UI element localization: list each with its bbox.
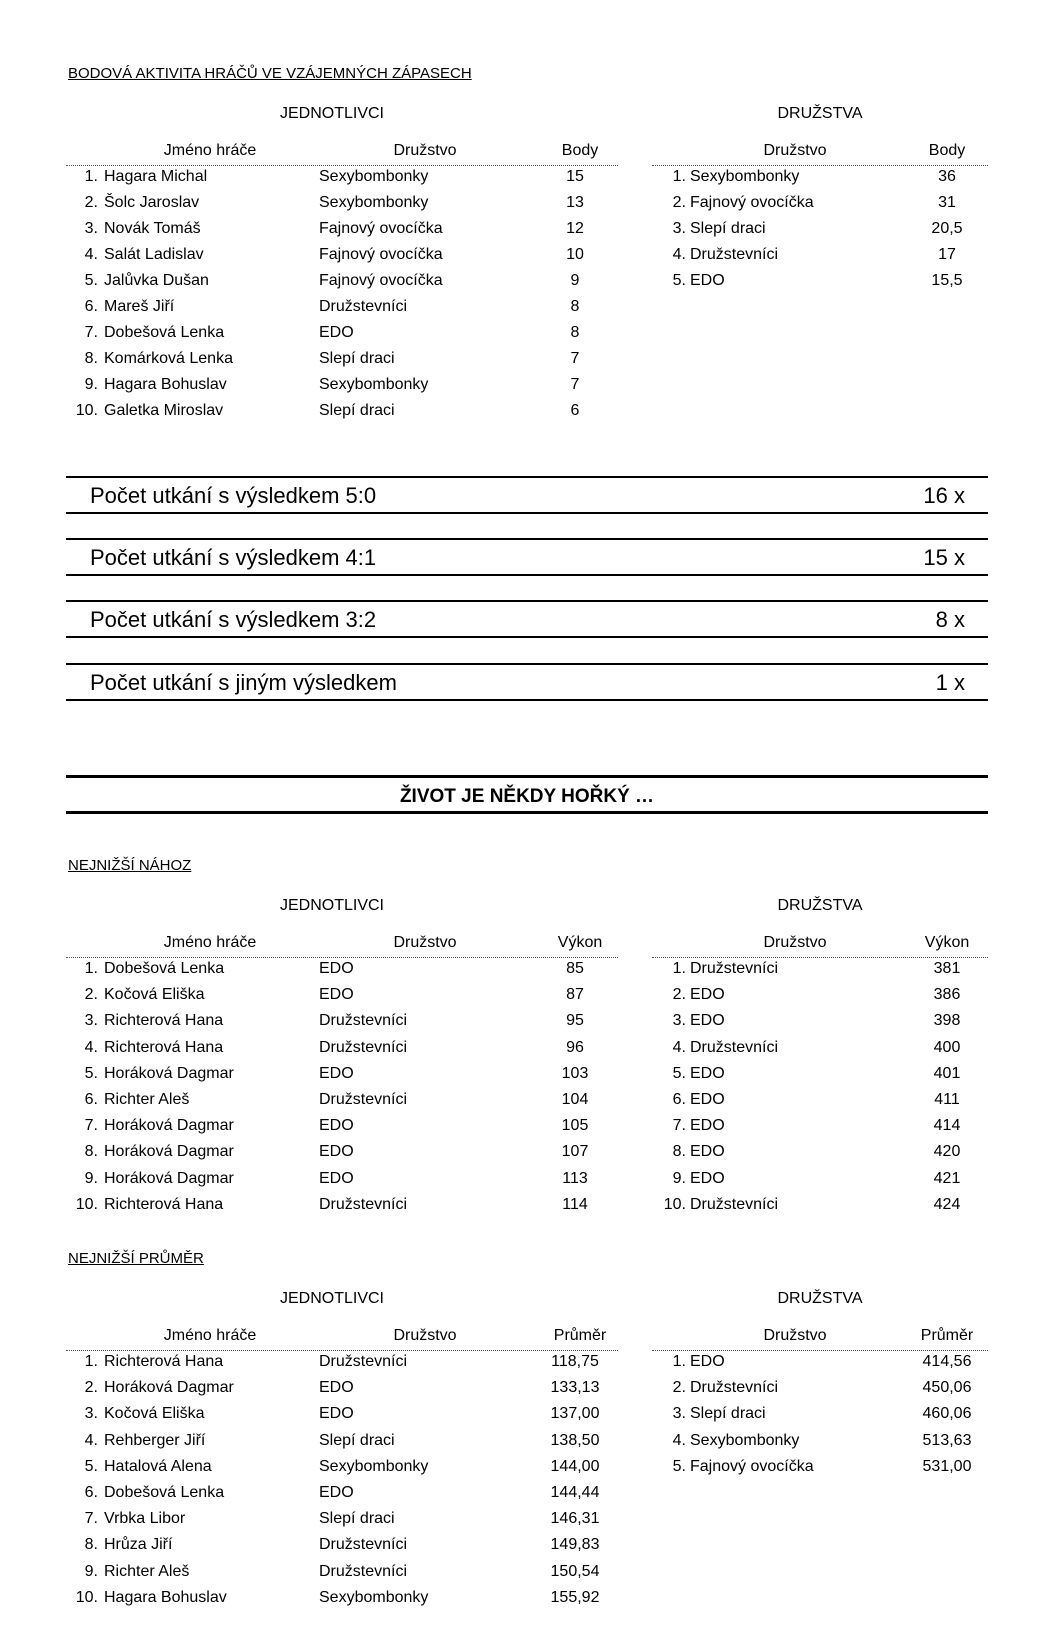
row-team: Fajnový ovocíčka bbox=[690, 194, 814, 211]
column-header-value: Průměr bbox=[553, 1327, 607, 1344]
row-value: 114 bbox=[562, 1195, 588, 1213]
team-title-lowest-average: DRUŽSTVA bbox=[777, 1290, 863, 1307]
row-rank: 5. bbox=[672, 1457, 686, 1475]
individual-title-lowest-average: JEDNOTLIVCI bbox=[279, 1290, 384, 1307]
row-value: 95 bbox=[566, 1012, 584, 1030]
row-value: 414 bbox=[933, 1117, 961, 1135]
row-player-name: Komárková Lenka bbox=[104, 350, 233, 367]
row-value: 36 bbox=[938, 168, 956, 185]
row-rank: 4. bbox=[84, 246, 98, 263]
row-value: 146,31 bbox=[550, 1510, 600, 1528]
row-player-name: Vrbka Libor bbox=[104, 1510, 186, 1528]
row-player-name: Šolc Jaroslav bbox=[104, 194, 200, 211]
row-value: 7 bbox=[570, 350, 580, 367]
row-value: 105 bbox=[561, 1117, 589, 1135]
row-team: EDO bbox=[690, 1143, 725, 1161]
row-team: Družstevníci bbox=[319, 1038, 408, 1056]
row-value: 531,00 bbox=[922, 1457, 972, 1475]
stat-top-line bbox=[66, 476, 988, 478]
column-header-team: Družstvo bbox=[763, 934, 827, 951]
row-team: EDO bbox=[690, 1012, 725, 1030]
row-team: EDO bbox=[319, 1169, 354, 1187]
column-header-team: Družstvo bbox=[763, 142, 827, 159]
row-player-name: Hagara Michal bbox=[104, 168, 208, 185]
row-value: 414,56 bbox=[922, 1353, 972, 1370]
row-player-name: Rehberger Jiří bbox=[104, 1431, 206, 1449]
header-divider bbox=[66, 1350, 618, 1351]
row-rank: 10. bbox=[75, 402, 98, 419]
row-rank: 2. bbox=[672, 986, 686, 1004]
column-header-team: Družstvo bbox=[393, 934, 457, 951]
row-player-name: Mareš Jiří bbox=[104, 298, 175, 315]
row-value: 104 bbox=[561, 1091, 589, 1108]
row-team: EDO bbox=[319, 324, 354, 341]
section-title-points: BODOVÁ AKTIVITA HRÁČŮ VE VZÁJEMNÝCH ZÁPASECH bbox=[68, 65, 472, 82]
row-value: 13 bbox=[566, 194, 584, 211]
row-team: EDO bbox=[319, 986, 354, 1004]
row-team: Fajnový ovocíčka bbox=[319, 272, 443, 289]
stat-label: Počet utkání s výsledkem 3:2 bbox=[90, 607, 377, 632]
row-rank: 7. bbox=[84, 324, 98, 341]
row-rank: 3. bbox=[84, 220, 98, 237]
row-rank: 2. bbox=[672, 194, 686, 211]
column-header-player: Jméno hráče bbox=[163, 142, 257, 159]
row-team: Fajnový ovocíčka bbox=[690, 1457, 814, 1475]
banner-top-line bbox=[66, 775, 988, 778]
row-rank: 10. bbox=[663, 1195, 686, 1213]
row-value: 150,54 bbox=[550, 1562, 600, 1580]
header-divider bbox=[66, 165, 618, 166]
stat-top-line bbox=[66, 538, 988, 540]
header-divider bbox=[652, 957, 988, 958]
row-team: EDO bbox=[319, 1379, 354, 1397]
row-value: 107 bbox=[561, 1143, 589, 1161]
row-rank: 2. bbox=[84, 194, 98, 211]
stat-bottom-line bbox=[66, 699, 988, 701]
row-value: 10 bbox=[566, 246, 584, 263]
row-player-name: Richterová Hana bbox=[104, 1038, 224, 1056]
row-rank: 3. bbox=[672, 220, 686, 237]
row-value: 31 bbox=[938, 194, 956, 211]
row-player-name: Novák Tomáš bbox=[104, 220, 201, 237]
row-team: Slepí draci bbox=[319, 1510, 395, 1528]
row-team: Slepí draci bbox=[319, 402, 395, 419]
row-team: EDO bbox=[690, 1353, 725, 1370]
row-team: EDO bbox=[319, 1484, 354, 1501]
row-player-name: Horáková Dagmar bbox=[104, 1143, 234, 1161]
row-player-name: Hagara Bohuslav bbox=[104, 1588, 227, 1606]
column-header-value: Výkon bbox=[557, 934, 603, 951]
row-value: 96 bbox=[566, 1038, 584, 1056]
row-team: Sexybombonky bbox=[690, 168, 800, 185]
row-team: Družstevníci bbox=[690, 1038, 779, 1056]
row-team: Sexybombonky bbox=[319, 1588, 429, 1606]
row-rank: 4. bbox=[672, 246, 686, 263]
row-team: EDO bbox=[319, 1405, 354, 1423]
row-value: 450,06 bbox=[922, 1379, 972, 1397]
row-rank: 3. bbox=[672, 1405, 686, 1423]
row-value: 17 bbox=[938, 246, 956, 263]
banner-bottom-line bbox=[66, 811, 988, 814]
stat-bottom-line bbox=[66, 574, 988, 576]
section-title-lowest-average: NEJNIŽŠÍ PRŮMĚR bbox=[68, 1250, 204, 1267]
row-rank: 1. bbox=[672, 960, 686, 977]
row-player-name: Richterová Hana bbox=[104, 1195, 224, 1213]
row-team: EDO bbox=[319, 1117, 354, 1135]
row-value: 118,75 bbox=[551, 1353, 599, 1370]
banner-title: ŽIVOT JE NĚKDY HOŘKÝ … bbox=[399, 786, 655, 807]
row-value: 137,00 bbox=[550, 1405, 600, 1423]
stat-value: 8 x bbox=[935, 607, 965, 632]
individual-title-points: JEDNOTLIVCI bbox=[279, 105, 384, 122]
row-team: Slepí draci bbox=[319, 1431, 395, 1449]
column-header-value: Výkon bbox=[924, 934, 970, 951]
row-team: EDO bbox=[690, 1117, 725, 1135]
row-rank: 6. bbox=[84, 1484, 98, 1501]
header-divider bbox=[652, 165, 988, 166]
row-rank: 6. bbox=[672, 1091, 686, 1108]
row-value: 20,5 bbox=[931, 220, 963, 237]
row-rank: 8. bbox=[84, 1536, 98, 1554]
row-rank: 1. bbox=[672, 1353, 686, 1370]
row-rank: 3. bbox=[672, 1012, 686, 1030]
row-rank: 7. bbox=[84, 1117, 98, 1135]
team-title-points: DRUŽSTVA bbox=[777, 105, 863, 122]
row-value: 8 bbox=[570, 298, 580, 315]
row-value: 85 bbox=[566, 960, 584, 977]
row-team: EDO bbox=[690, 986, 725, 1004]
row-player-name: Richterová Hana bbox=[104, 1012, 224, 1030]
stat-value: 16 x bbox=[923, 483, 965, 508]
row-rank: 5. bbox=[84, 1064, 98, 1082]
row-rank: 9. bbox=[84, 1169, 98, 1187]
row-player-name: Dobešová Lenka bbox=[104, 324, 225, 341]
row-value: 87 bbox=[566, 986, 584, 1004]
row-team: Družstevníci bbox=[319, 1353, 408, 1370]
column-header-value: Body bbox=[928, 142, 966, 159]
stat-bottom-line bbox=[66, 636, 988, 638]
row-value: 133,13 bbox=[550, 1379, 600, 1397]
row-value: 144,00 bbox=[550, 1457, 600, 1475]
row-rank: 8. bbox=[672, 1143, 686, 1161]
row-team: Družstevníci bbox=[319, 298, 408, 315]
row-team: Sexybombonky bbox=[319, 1457, 429, 1475]
row-team: Družstevníci bbox=[319, 1536, 408, 1554]
row-player-name: Kočová Eliška bbox=[104, 986, 205, 1004]
row-value: 113 bbox=[562, 1169, 588, 1187]
stat-label: Počet utkání s jiným výsledkem bbox=[90, 670, 397, 695]
row-rank: 8. bbox=[84, 1143, 98, 1161]
stat-label: Počet utkání s výsledkem 4:1 bbox=[90, 545, 377, 570]
row-rank: 1. bbox=[84, 1353, 98, 1370]
row-team: Slepí draci bbox=[319, 350, 395, 367]
row-team: Slepí draci bbox=[690, 220, 766, 237]
row-rank: 4. bbox=[672, 1431, 686, 1449]
row-team: EDO bbox=[690, 1169, 725, 1187]
row-player-name: Hatalová Alena bbox=[104, 1457, 212, 1475]
row-rank: 7. bbox=[672, 1117, 686, 1135]
row-rank: 7. bbox=[84, 1510, 98, 1528]
column-header-player: Jméno hráče bbox=[163, 934, 257, 951]
row-player-name: Horáková Dagmar bbox=[104, 1117, 234, 1135]
row-team: EDO bbox=[319, 1064, 354, 1082]
row-team: EDO bbox=[319, 960, 354, 977]
row-rank: 9. bbox=[84, 376, 98, 393]
row-value: 398 bbox=[933, 1012, 961, 1030]
column-header-team: Družstvo bbox=[393, 1327, 457, 1344]
column-header-player: Jméno hráče bbox=[163, 1327, 257, 1344]
row-value: 381 bbox=[933, 960, 961, 977]
row-team: Sexybombonky bbox=[319, 194, 429, 211]
row-rank: 3. bbox=[84, 1012, 98, 1030]
row-player-name: Horáková Dagmar bbox=[104, 1379, 234, 1397]
row-team: Družstevníci bbox=[319, 1012, 408, 1030]
section-title-lowest-throw: NEJNIŽŠÍ NÁHOZ bbox=[68, 857, 192, 874]
row-value: 7 bbox=[570, 376, 580, 393]
row-team: EDO bbox=[319, 1143, 354, 1161]
row-value: 103 bbox=[561, 1064, 589, 1082]
row-value: 513,63 bbox=[922, 1431, 972, 1449]
row-rank: 8. bbox=[84, 350, 98, 367]
row-value: 8 bbox=[570, 324, 580, 341]
row-player-name: Galetka Miroslav bbox=[104, 402, 224, 419]
row-rank: 1. bbox=[84, 168, 98, 185]
team-title-lowest-throw: DRUŽSTVA bbox=[777, 897, 863, 914]
stat-bottom-line bbox=[66, 512, 988, 514]
row-team: Fajnový ovocíčka bbox=[319, 220, 443, 237]
row-team: Sexybombonky bbox=[690, 1431, 800, 1449]
row-rank: 6. bbox=[84, 1091, 98, 1108]
row-value: 144,44 bbox=[550, 1484, 600, 1501]
row-team: Slepí draci bbox=[690, 1405, 766, 1423]
row-team: Družstevníci bbox=[690, 1195, 779, 1213]
row-rank: 3. bbox=[84, 1405, 98, 1423]
row-rank: 4. bbox=[672, 1038, 686, 1056]
row-rank: 5. bbox=[672, 1064, 686, 1082]
row-rank: 2. bbox=[672, 1379, 686, 1397]
row-rank: 1. bbox=[672, 168, 686, 185]
row-value: 138,50 bbox=[550, 1431, 600, 1449]
row-value: 6 bbox=[570, 402, 580, 419]
row-rank: 5. bbox=[84, 272, 98, 289]
row-value: 460,06 bbox=[922, 1405, 972, 1423]
header-divider bbox=[652, 1350, 988, 1351]
row-rank: 4. bbox=[84, 1038, 98, 1056]
column-header-team: Družstvo bbox=[393, 142, 457, 159]
row-player-name: Jalůvka Dušan bbox=[104, 272, 209, 289]
header-divider bbox=[66, 957, 618, 958]
row-value: 15,5 bbox=[931, 272, 963, 289]
row-value: 155,92 bbox=[550, 1588, 600, 1606]
row-value: 411 bbox=[934, 1091, 960, 1108]
row-player-name: Hagara Bohuslav bbox=[104, 376, 227, 393]
row-team: Družstevníci bbox=[690, 246, 779, 263]
row-team: EDO bbox=[690, 1091, 725, 1108]
row-team: Sexybombonky bbox=[319, 168, 429, 185]
row-player-name: Dobešová Lenka bbox=[104, 1484, 225, 1501]
row-value: 400 bbox=[933, 1038, 961, 1056]
row-value: 401 bbox=[933, 1064, 961, 1082]
row-rank: 4. bbox=[84, 1431, 98, 1449]
row-player-name: Richterová Hana bbox=[104, 1353, 224, 1370]
column-header-value: Body bbox=[561, 142, 599, 159]
row-rank: 5. bbox=[84, 1457, 98, 1475]
row-team: EDO bbox=[690, 1064, 725, 1082]
row-value: 386 bbox=[933, 986, 961, 1004]
row-value: 420 bbox=[933, 1143, 961, 1161]
row-team: EDO bbox=[690, 272, 725, 289]
column-header-value: Průměr bbox=[920, 1327, 974, 1344]
row-team: Družstevníci bbox=[319, 1195, 408, 1213]
row-player-name: Dobešová Lenka bbox=[104, 960, 225, 977]
column-header-team: Družstvo bbox=[763, 1327, 827, 1344]
stat-value: 15 x bbox=[923, 545, 965, 570]
row-rank: 9. bbox=[672, 1169, 686, 1187]
row-value: 149,83 bbox=[550, 1536, 600, 1554]
row-rank: 2. bbox=[84, 1379, 98, 1397]
row-player-name: Salát Ladislav bbox=[104, 246, 204, 263]
row-player-name: Kočová Eliška bbox=[104, 1405, 205, 1423]
row-rank: 2. bbox=[84, 986, 98, 1004]
stat-value: 1 x bbox=[935, 670, 965, 695]
row-player-name: Horáková Dagmar bbox=[104, 1064, 234, 1082]
row-rank: 6. bbox=[84, 298, 98, 315]
row-team: Fajnový ovocíčka bbox=[319, 246, 443, 263]
row-rank: 10. bbox=[75, 1588, 98, 1606]
row-player-name: Hrůza Jiří bbox=[104, 1536, 173, 1554]
row-rank: 1. bbox=[84, 960, 98, 977]
row-player-name: Richter Aleš bbox=[104, 1091, 190, 1108]
row-rank: 9. bbox=[84, 1562, 98, 1580]
stat-top-line bbox=[66, 663, 988, 665]
individual-title-lowest-throw: JEDNOTLIVCI bbox=[279, 897, 384, 914]
row-team: Družstevníci bbox=[319, 1091, 408, 1108]
row-value: 9 bbox=[570, 272, 580, 289]
row-value: 424 bbox=[933, 1195, 961, 1213]
row-team: Družstevníci bbox=[690, 1379, 779, 1397]
row-rank: 5. bbox=[672, 272, 686, 289]
row-team: Družstevníci bbox=[319, 1562, 408, 1580]
row-player-name: Richter Aleš bbox=[104, 1562, 190, 1580]
row-value: 421 bbox=[933, 1169, 961, 1187]
stat-label: Počet utkání s výsledkem 5:0 bbox=[90, 483, 377, 508]
row-value: 15 bbox=[566, 168, 584, 185]
row-team: Sexybombonky bbox=[319, 376, 429, 393]
row-player-name: Horáková Dagmar bbox=[104, 1169, 234, 1187]
stat-top-line bbox=[66, 600, 988, 602]
row-team: Družstevníci bbox=[690, 960, 779, 977]
row-rank: 10. bbox=[75, 1195, 98, 1213]
row-value: 12 bbox=[566, 220, 584, 237]
